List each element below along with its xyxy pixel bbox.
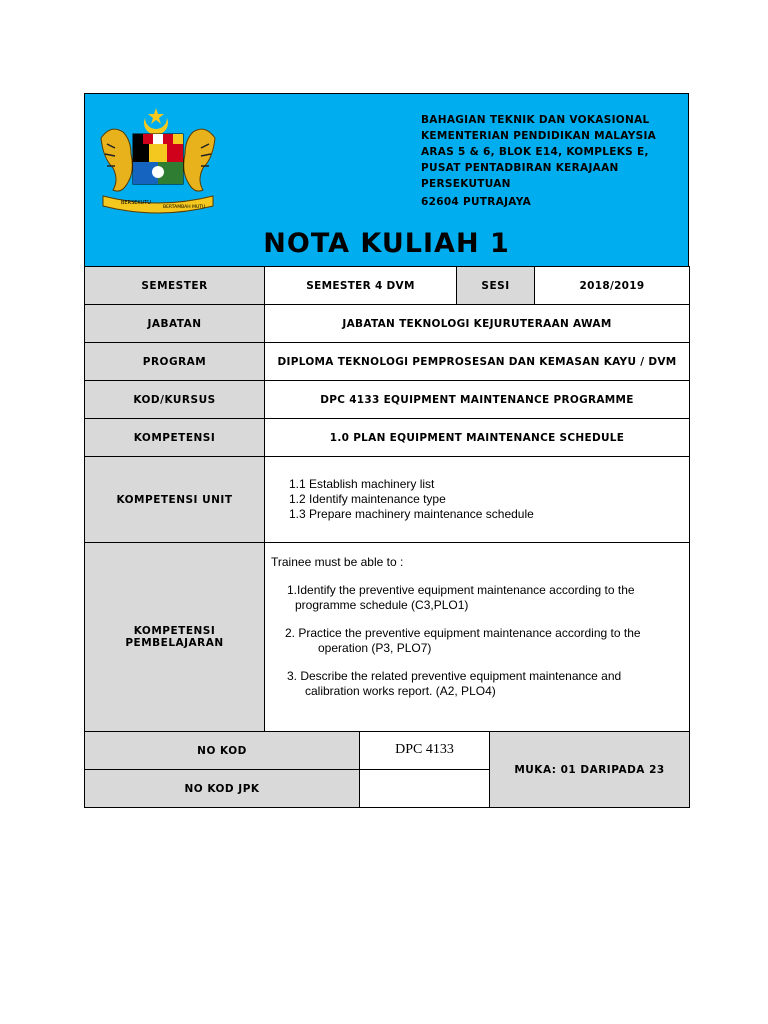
lecture-note-form — [84, 93, 689, 808]
item-line: 3. Describe the related preventive equipment maintenance and — [287, 669, 622, 683]
address-block — [421, 112, 683, 210]
course-info-table — [84, 266, 690, 808]
jabatan-label: JABATAN — [85, 305, 265, 343]
kompetensi-pembelajaran-label — [85, 543, 265, 732]
form-header — [84, 93, 689, 266]
kompetensi-unit-label: KOMPETENSI UNIT — [85, 457, 265, 543]
semester-value: SEMESTER 4 DVM — [265, 267, 457, 305]
table-row — [85, 343, 690, 381]
table-row — [85, 457, 690, 543]
list-item — [271, 669, 689, 699]
table-row — [85, 732, 690, 770]
kompetensi-unit-list — [265, 457, 690, 543]
list-item: 1.2 Identify maintenance type — [289, 492, 446, 506]
table-row — [85, 419, 690, 457]
table-row — [85, 543, 690, 732]
jabatan-value: JABATAN TEKNOLOGI KEJURUTERAAN AWAM — [265, 305, 690, 343]
kod-kursus-label: KOD/KURSUS — [85, 381, 265, 419]
page-count: MUKA: 01 DARIPADA 23 — [490, 732, 690, 808]
sesi-value: 2018/2019 — [535, 267, 690, 305]
address-line: BAHAGIAN TEKNIK DAN VOKASIONAL — [421, 114, 650, 126]
table-row — [85, 305, 690, 343]
address-line: PUSAT PENTADBIRAN KERAJAAN — [421, 162, 619, 174]
sesi-label: SESI — [457, 267, 535, 305]
no-kod-jpk-label: NO KOD JPK — [85, 770, 360, 808]
list-item: 1.1 Establish machinery list — [289, 477, 435, 491]
page-title: NOTA KULIAH 1 — [263, 228, 510, 259]
address-line: ARAS 5 & 6, BLOK E14, KOMPLEKS E, — [421, 146, 649, 158]
list-item — [271, 583, 689, 613]
semester-label: SEMESTER — [85, 267, 265, 305]
no-kod-value: DPC 4133 — [360, 732, 490, 770]
svg-text:BERTAMBAH MUTU: BERTAMBAH MUTU — [163, 205, 206, 210]
no-kod-jpk-value — [360, 770, 490, 808]
list-item — [271, 626, 689, 656]
malaysia-coat-of-arms-icon — [93, 108, 223, 220]
list-item: 1.3 Prepare machinery maintenance schedule — [289, 507, 534, 521]
item-line: 1.Identify the preventive equipment maintenance according to the — [287, 583, 635, 597]
address-line: 62604 PUTRAJAYA — [421, 196, 532, 208]
item-line: calibration works report. (A2, PLO4) — [305, 684, 496, 698]
no-kod-label: NO KOD — [85, 732, 360, 770]
program-label: PROGRAM — [85, 343, 265, 381]
kompetensi-pembelajaran-list — [265, 543, 690, 732]
intro-text: Trainee must be able to : — [271, 555, 404, 569]
label-line: KOMPETENSI — [133, 625, 216, 637]
kompetensi-value: 1.0 PLAN EQUIPMENT MAINTENANCE SCHEDULE — [265, 419, 690, 457]
program-value: DIPLOMA TEKNOLOGI PEMPROSESAN DAN KEMASAN KAYU / DVM — [265, 343, 690, 381]
table-row — [85, 267, 690, 305]
label-line: PEMBELAJARAN — [125, 637, 224, 649]
table-row — [85, 381, 690, 419]
svg-text:BERSEKUTU: BERSEKUTU — [121, 200, 151, 206]
address-line: PERSEKUTUAN — [421, 178, 511, 190]
item-line: programme schedule (C3,PLO1) — [295, 598, 469, 612]
kod-kursus-value: DPC 4133 EQUIPMENT MAINTENANCE PROGRAMME — [265, 381, 690, 419]
item-line: 2. Practice the preventive equipment maintenance according to the — [285, 626, 641, 640]
address-line: KEMENTERIAN PENDIDIKAN MALAYSIA — [421, 130, 657, 142]
kompetensi-label: KOMPETENSI — [85, 419, 265, 457]
item-line: operation (P3, PLO7) — [318, 641, 432, 655]
